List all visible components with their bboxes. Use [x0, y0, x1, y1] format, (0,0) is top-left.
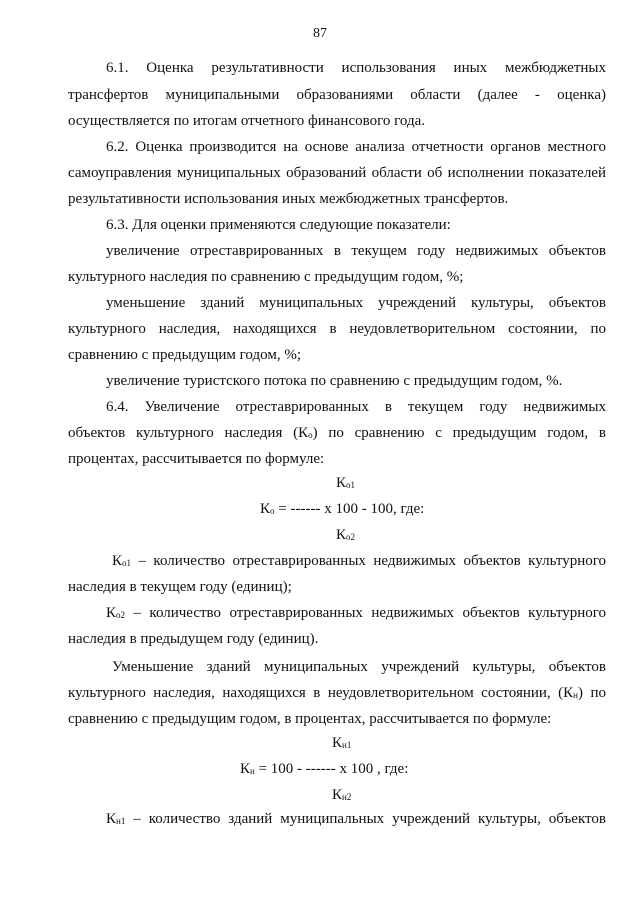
paragraph-6-4-line-2: объектов культурного наследия $(К_о)$ по сравнению с предыдущим годом, в	[68, 425, 606, 441]
paragraph-6-1-line-2: трансфертов муниципальными образованиями области (далее - оценка)	[68, 87, 606, 103]
indicator-3: увеличение туристского потока по сравнению с предыдущим годом, %.	[106, 373, 563, 389]
paragraph-6-2-line-1: 6.2. Оценка производится на основе анализа отчетности органов местного	[106, 139, 606, 155]
paragraph-6-4-line-1: 6.4. Увеличение отреставрированных в текущем году недвижимых	[106, 399, 606, 415]
paragraph-6-2-line-2: самоуправления муниципальных образований области об исполнении показателей	[68, 165, 606, 181]
indicator-2-line-1: уменьшение зданий муниципальных учреждений культуры, объектов	[106, 295, 606, 311]
indicator-2-line-3: сравнению с предыдущим годом, %;	[68, 347, 301, 363]
indicator-1-line-2: культурного наследия по сравнению с предыдущим годом, %;	[68, 269, 464, 285]
formula-1: $К_о$ = ------ х 100 - 100, где:	[260, 501, 425, 517]
definition-ko1-line-2: наследия в текущем году (единиц);	[68, 579, 292, 595]
paragraph-6-4-line-3: процентах, рассчитывается по формуле:	[68, 451, 325, 467]
definition-kn1-line-1: $К_{н1}$ – количество зданий муниципальных учреждений культуры, объектов	[106, 811, 606, 827]
indicator-1-line-1: увеличение отреставрированных в текущем году недвижимых объектов	[106, 243, 606, 259]
definition-ko1-line-1: $К_{о1}$ – количество отреставрированных недвижимых объектов культурного	[112, 553, 606, 569]
paragraph-decrease-line-2: культурного наследия, находящихся в неудовлетворительном состоянии, $(К_н)$ по	[68, 685, 606, 701]
definition-ko2-line-1: $К_{о2}$ – количество отреставрированных недвижимых объектов культурного	[106, 605, 606, 621]
paragraph-6-3: 6.3. Для оценки применяются следующие показатели:	[106, 217, 451, 233]
page-number: 87	[313, 26, 327, 41]
paragraph-decrease-line-1: Уменьшение зданий муниципальных учреждений культуры, объектов	[112, 659, 606, 675]
indicator-2-line-2: культурного наследия, находящихся в неудовлетворительном состоянии, по	[68, 321, 606, 337]
formula-1-numerator: $К_{о1}$	[336, 475, 356, 491]
paragraph-6-1-line-1: 6.1. Оценка результативности использования иных межбюджетных	[106, 60, 606, 76]
formula-2-numerator: $К_{н1}$	[332, 735, 352, 751]
paragraph-6-2-line-3: результативности использования иных межбюджетных трансфертов.	[68, 191, 509, 207]
definition-ko2-line-2: наследия в предыдущем году (единиц).	[68, 631, 319, 647]
formula-1-denominator: $К_{о2}$	[336, 527, 356, 543]
paragraph-6-1-line-3: осуществляется по итогам отчетного финансового года.	[68, 113, 425, 129]
paragraph-decrease-line-3: сравнению с предыдущим годом, в процентах, рассчитывается по формуле:	[68, 711, 552, 727]
formula-2-denominator: $К_{н2}$	[332, 787, 352, 803]
formula-2: $К_н = 100$ - ------ х 100 , где:	[240, 761, 409, 777]
